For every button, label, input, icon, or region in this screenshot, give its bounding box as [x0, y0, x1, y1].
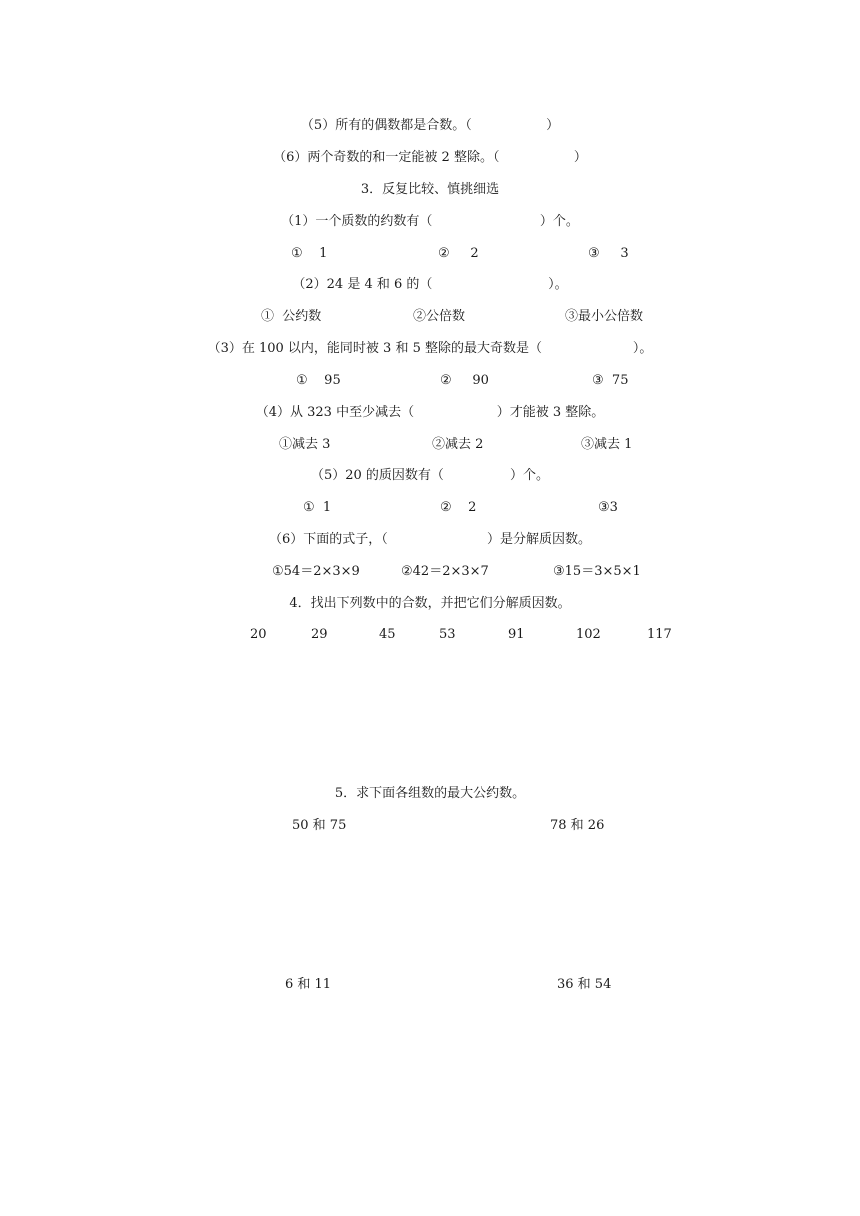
- number-item: 102: [576, 627, 601, 642]
- section-4-heading: 4．找出下列数中的合数，并把它们分解质因数。: [289, 596, 571, 611]
- option-3-5-a: ① 1: [303, 500, 332, 515]
- number-pair: 6 和 11: [285, 977, 332, 992]
- option-3-3-c: ③ 75: [592, 373, 629, 388]
- question-3-4: （4）从 323 中至少减去（ ）才能被 3 整除。: [255, 405, 605, 420]
- question-3-1: （1）一个质数的约数有（ ）个。: [281, 214, 579, 229]
- option-3-3-a: ① 95: [296, 373, 341, 388]
- number-item: 91: [508, 627, 525, 642]
- option-3-1-a: ① 1: [291, 246, 328, 261]
- section-5-heading: 5．求下面各组数的最大公约数。: [334, 786, 526, 801]
- option-3-5-b: ② 2: [440, 500, 477, 515]
- option-3-6-b: ②42＝2×3×7: [401, 564, 489, 579]
- question-3-3: （3）在 100 以内，能同时被 3 和 5 整除的最大奇数是（ ）。: [207, 341, 653, 356]
- option-3-6-c: ③15＝3×5×1: [553, 564, 641, 579]
- section-3-heading: 3．反复比较、慎挑细选: [360, 182, 500, 197]
- number-item: 53: [439, 627, 456, 642]
- number-item: 20: [250, 627, 267, 642]
- option-3-2-a: ① 公约数: [261, 309, 322, 324]
- number-pair: 50 和 75: [292, 818, 347, 833]
- option-3-6-a: ①54＝2×3×9: [272, 564, 360, 579]
- option-3-2-c: ③最小公倍数: [565, 309, 644, 324]
- number-item: 29: [311, 627, 328, 642]
- question-3-5: （5）20 的质因数有（ ）个。: [310, 468, 550, 483]
- option-3-5-c: ③3: [598, 500, 618, 515]
- question-2-5: （5）所有的偶数都是合数。（ ）: [300, 118, 560, 133]
- option-3-4-b: ②减去 2: [432, 437, 484, 452]
- option-3-3-b: ② 90: [440, 373, 489, 388]
- option-3-2-b: ②公倍数: [413, 309, 466, 324]
- option-3-4-a: ①减去 3: [279, 437, 331, 452]
- number-pair: 78 和 26: [550, 818, 605, 833]
- number-item: 117: [647, 627, 672, 642]
- number-pair: 36 和 54: [557, 977, 612, 992]
- question-2-6: （6）两个奇数的和一定能被 2 整除。（ ）: [273, 150, 587, 165]
- option-3-4-c: ③减去 1: [581, 437, 633, 452]
- option-3-1-c: ③ 3: [588, 246, 629, 261]
- question-3-2: （2）24 是 4 和 6 的（ ）。: [292, 277, 568, 292]
- option-3-1-b: ② 2: [438, 246, 479, 261]
- number-item: 45: [379, 627, 396, 642]
- question-3-6: （6）下面的式子，（ ）是分解质因数。: [269, 532, 591, 547]
